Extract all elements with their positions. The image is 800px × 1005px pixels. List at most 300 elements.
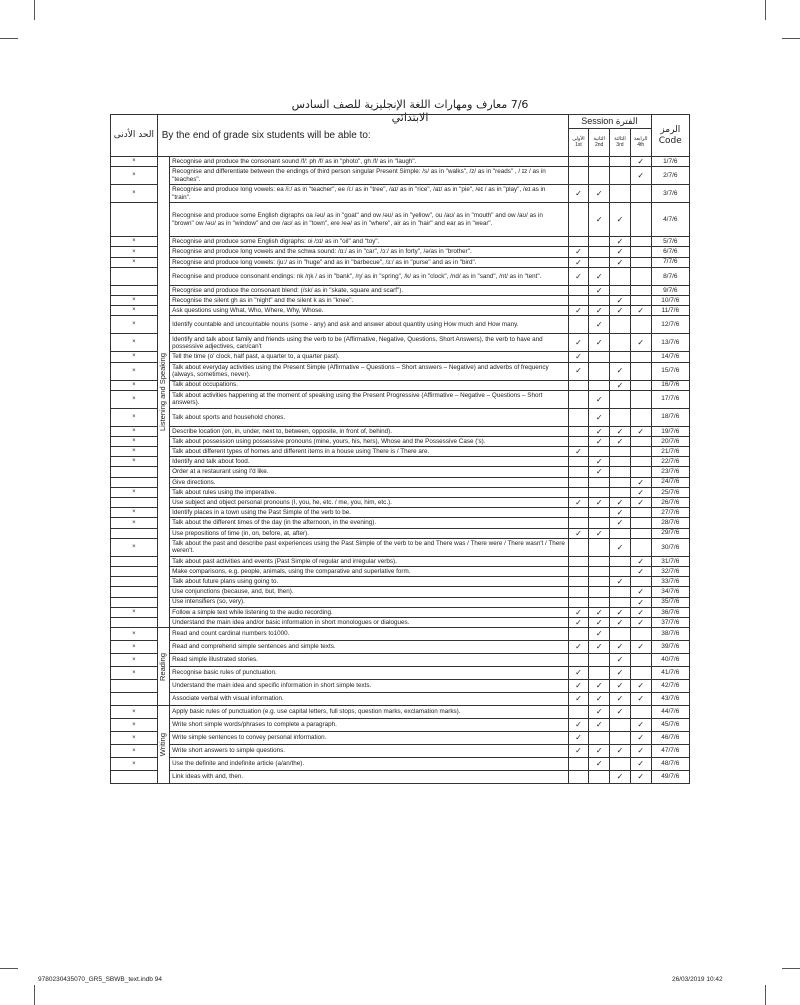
- session-1-cell: [568, 556, 589, 566]
- session-1-cell: [568, 498, 589, 508]
- session-4-cell: [630, 185, 651, 203]
- session-4-cell: [630, 498, 651, 508]
- min-level-cell: ×: [111, 719, 158, 732]
- check-icon: ✓: [575, 733, 582, 743]
- min-level-cell: [111, 771, 158, 784]
- check-icon: ✓: [595, 617, 603, 627]
- session-4-cell: [630, 538, 651, 556]
- code-cell: 10/7/6: [651, 295, 689, 305]
- check-icon: ✓: [595, 215, 603, 225]
- session-1-cell: [568, 203, 589, 237]
- check-icon: ✓: [637, 642, 645, 652]
- code-cell: 13/7/6: [651, 334, 689, 352]
- standard-description: Recognise and produce long vowels and the schwa sound: /ɑ:/ as in "car", /ɔ:/ as in forty", /ə/as in "brother".: [170, 247, 568, 257]
- session-4-cell: [630, 390, 651, 408]
- session-2-cell: [589, 306, 610, 316]
- check-icon: ✓: [595, 457, 603, 467]
- session-3-cell: [610, 167, 631, 185]
- check-icon: ✓: [637, 772, 645, 782]
- min-level-cell: ×: [111, 457, 158, 467]
- session-2-cell: [589, 680, 610, 693]
- min-level-cell: ×: [111, 380, 158, 390]
- min-level-cell: [111, 203, 158, 237]
- session-1-cell: [568, 295, 589, 305]
- session-2-cell: [589, 285, 610, 295]
- skill-label: Reading: [158, 652, 168, 681]
- code-cell: 30/7/6: [651, 538, 689, 556]
- check-icon: ✓: [616, 306, 624, 316]
- session-2-cell: [589, 447, 610, 457]
- check-icon: ✓: [637, 566, 645, 576]
- session-2-cell: [589, 518, 610, 528]
- standard-description: Talk about sports and household chores.: [170, 408, 568, 426]
- table-row: [111, 617, 690, 627]
- crop-mark: [765, 985, 766, 1005]
- check-icon: ✓: [616, 380, 624, 390]
- check-icon: ✓: [637, 306, 645, 316]
- standard-description: Talk about the different times of the day (in the afternoon, in the evening).: [170, 518, 568, 528]
- code-cell: 11/7/6: [651, 306, 689, 316]
- min-level-cell: ×: [111, 654, 158, 667]
- standard-description: Read simple illustrated stories.: [170, 654, 568, 667]
- check-icon: ✓: [616, 577, 624, 587]
- table-row: [111, 654, 690, 667]
- standard-description: Use conjunctions (because, and, but, then).: [170, 587, 568, 597]
- code-cell: 19/7/6: [651, 426, 689, 436]
- session-1-cell: [568, 362, 589, 380]
- standard-description: Link ideas with and, then.: [170, 771, 568, 784]
- check-icon: ✓: [575, 247, 582, 257]
- session-1-cell: [568, 408, 589, 426]
- session-2-cell: [589, 237, 610, 247]
- check-icon: ✓: [616, 681, 624, 691]
- session-2-cell: [589, 295, 610, 305]
- check-icon: ✓: [616, 215, 624, 225]
- check-icon: ✓: [637, 597, 645, 607]
- session-2-cell: [589, 167, 610, 185]
- session-1-cell: [568, 426, 589, 436]
- min-level-cell: ×: [111, 390, 158, 408]
- session-3-cell: [610, 771, 631, 784]
- check-icon: ✓: [575, 352, 582, 362]
- skill-label: Listening and Speaking: [158, 353, 168, 432]
- session-2-cell: [589, 508, 610, 518]
- min-level-cell: ×: [111, 295, 158, 305]
- table-row: [111, 467, 690, 477]
- standard-description: Identify places in a town using the Past Simple of the verb to be.: [170, 508, 568, 518]
- standard-description: Identify countable and uncountable nouns (some - any) and ask and answer about quantity using How much and How many.: [170, 316, 568, 334]
- session-3-cell: [610, 566, 631, 576]
- min-level-cell: ×: [111, 732, 158, 745]
- min-level-cell: [111, 477, 158, 487]
- session-1-cell: [568, 167, 589, 185]
- standard-description: Give directions.: [170, 477, 568, 487]
- page-header: 7/6 معارف ومهارات اللغة الإنجليزية للصف السادس الابتدائي: [291, 98, 529, 124]
- check-icon: ✓: [575, 607, 582, 617]
- session-2-cell: [589, 362, 610, 380]
- session-4-cell: [630, 680, 651, 693]
- session-1-cell: [568, 680, 589, 693]
- standard-description: Make comparisons, e.g. people, animals, using the comparative and superlative form.: [170, 566, 568, 576]
- standard-description: Use subject and object personal pronouns (I, you, he, etc. / me, you, him, etc.).: [170, 498, 568, 508]
- code-cell: 33/7/6: [651, 577, 689, 587]
- session-4-cell: [630, 667, 651, 680]
- min-level-cell: ×: [111, 508, 158, 518]
- check-icon: ✓: [616, 518, 624, 528]
- check-icon: ✓: [616, 694, 624, 704]
- session-3-cell: [610, 487, 631, 497]
- standard-description: Recognise the silent gh as in "night" and the silent k as in "knee".: [170, 295, 568, 305]
- table-row: [111, 316, 690, 334]
- session-2-cell: [589, 334, 610, 352]
- code-cell: 44/7/6: [651, 706, 689, 719]
- code-cell: 26/7/6: [651, 498, 689, 508]
- session-2-cell: [589, 628, 610, 641]
- min-level-cell: ×: [111, 436, 158, 446]
- session-1-cell: [568, 477, 589, 487]
- session-4-cell: [630, 577, 651, 587]
- table-row: [111, 680, 690, 693]
- code-cell: 35/7/6: [651, 597, 689, 607]
- code-cell: 24/7/6: [651, 477, 689, 487]
- session-1-cell: [568, 771, 589, 784]
- session-1-cell: [568, 518, 589, 528]
- session-2-cell: [589, 667, 610, 680]
- session-4-cell: [630, 641, 651, 654]
- session-4-header: الرابعة 4th: [630, 129, 651, 157]
- session-4-cell: [630, 487, 651, 497]
- session-4-cell: [630, 528, 651, 538]
- min-level-cell: ×: [111, 185, 158, 203]
- session-3-cell: [610, 508, 631, 518]
- session-3-cell: [610, 380, 631, 390]
- min-level-cell: ×: [111, 745, 158, 758]
- session-4-cell: [630, 334, 651, 352]
- session-4-cell: [630, 587, 651, 597]
- session-2-cell: [589, 247, 610, 257]
- session-4-cell: [630, 436, 651, 446]
- check-icon: ✓: [616, 746, 624, 756]
- standard-description: Tell the time (o' clock, half past, a quarter to, a quarter past).: [170, 352, 568, 362]
- min-level-cell: ×: [111, 447, 158, 457]
- check-icon: ✓: [595, 759, 603, 769]
- session-2-cell: [589, 426, 610, 436]
- check-icon: ✓: [637, 338, 645, 348]
- session-1-cell: [568, 654, 589, 667]
- code-cell: 32/7/6: [651, 566, 689, 576]
- standard-description: Talk about rules using the imperative.: [170, 487, 568, 497]
- code-cell: 41/7/6: [651, 667, 689, 680]
- session-1-cell: [568, 285, 589, 295]
- check-icon: ✓: [616, 436, 624, 446]
- standard-description: Talk about future plans using going to.: [170, 577, 568, 587]
- session-3-cell: [610, 408, 631, 426]
- session-1-cell: [568, 628, 589, 641]
- check-icon: ✓: [616, 498, 624, 507]
- session-4-cell: [630, 745, 651, 758]
- code-cell: 34/7/6: [651, 587, 689, 597]
- session-3-cell: [610, 556, 631, 566]
- table-row: [111, 597, 690, 607]
- session-2-cell: [589, 352, 610, 362]
- code-cell: 14/7/6: [651, 352, 689, 362]
- session-1-cell: [568, 306, 589, 316]
- session-1-cell: [568, 587, 589, 597]
- session-3-cell: [610, 467, 631, 477]
- session-1-cell: [568, 380, 589, 390]
- session-1-cell: [568, 237, 589, 247]
- footer-timestamp: 26/03/2019 10:42: [672, 976, 723, 983]
- check-icon: ✓: [595, 320, 603, 330]
- session-2-cell: [589, 257, 610, 267]
- session-1-cell: [568, 447, 589, 457]
- session-3-cell: [610, 257, 631, 267]
- session-2-cell: [589, 380, 610, 390]
- code-cell: 46/7/6: [651, 732, 689, 745]
- code-cell: 40/7/6: [651, 654, 689, 667]
- check-icon: ✓: [595, 426, 603, 436]
- session-2-cell: [589, 390, 610, 408]
- table-row: [111, 538, 690, 556]
- standard-description: Describe location (on, in, under, next to, between, opposite, in front of, behind).: [170, 426, 568, 436]
- min-level-cell: ×: [111, 257, 158, 267]
- session-2-cell: [589, 185, 610, 203]
- standard-description: Ask questions using What, Who, Where, Why, Whose.: [170, 306, 568, 316]
- session-2-cell: [589, 498, 610, 508]
- skill-group-writing: [157, 706, 169, 784]
- table-row: [111, 693, 690, 706]
- session-3-cell: [610, 607, 631, 617]
- min-level-cell: ×: [111, 628, 158, 641]
- check-icon: ✓: [616, 772, 624, 782]
- session-2-cell: [589, 745, 610, 758]
- session-2-cell: [589, 528, 610, 538]
- session-3-cell: [610, 436, 631, 446]
- session-4-cell: [630, 267, 651, 285]
- check-icon: ✓: [616, 237, 624, 247]
- code-cell: 1/7/6: [651, 157, 689, 167]
- session-1-cell: [568, 457, 589, 467]
- session-3-cell: [610, 447, 631, 457]
- min-level-cell: ×: [111, 607, 158, 617]
- session-2-cell: [589, 607, 610, 617]
- table-row: [111, 528, 690, 538]
- check-icon: ✓: [595, 642, 603, 652]
- table-row: [111, 641, 690, 654]
- session-3-cell: [610, 587, 631, 597]
- min-level-cell: ×: [111, 408, 158, 426]
- table-row: [111, 577, 690, 587]
- check-icon: ✓: [595, 629, 603, 639]
- session-2-cell: [589, 157, 610, 167]
- code-cell: 22/7/6: [651, 457, 689, 467]
- check-icon: ✓: [575, 257, 582, 267]
- session-1-cell: [568, 185, 589, 203]
- check-icon: ✓: [595, 189, 603, 199]
- table-row: [111, 334, 690, 352]
- crop-mark: [34, 985, 35, 1005]
- session-3-cell: [610, 352, 631, 362]
- table-row: [111, 498, 690, 508]
- min-level-cell: [111, 556, 158, 566]
- standard-description: Talk about past activities and events (Past Simple of regular and irregular verbs).: [170, 556, 568, 566]
- standard-description: Recognise and produce some English digraphs: oi /ɔɪ/ as in "oil" and "toy".: [170, 237, 568, 247]
- code-cell: 4/7/6: [651, 203, 689, 237]
- min-level-cell: [111, 587, 158, 597]
- statement-header: By the end of grade six students will be able to:: [157, 115, 568, 157]
- check-icon: ✓: [595, 681, 603, 691]
- code-cell: 21/7/6: [651, 447, 689, 457]
- session-3-cell: [610, 654, 631, 667]
- check-icon: ✓: [637, 681, 645, 691]
- check-icon: ✓: [595, 271, 603, 281]
- standard-description: Use intensifiers (so, very).: [170, 597, 568, 607]
- check-icon: ✓: [637, 733, 645, 743]
- session-1-cell: [568, 157, 589, 167]
- table-row: [111, 185, 690, 203]
- session-2-cell: [589, 467, 610, 477]
- standard-description: Use the definite and indefinite article (a/an/the).: [170, 758, 568, 771]
- check-icon: ✓: [616, 655, 624, 665]
- standard-description: Write short simple words/phrases to complete a paragraph.: [170, 719, 568, 732]
- session-4-cell: [630, 508, 651, 518]
- session-4-cell: [630, 628, 651, 641]
- standard-description: Talk about everyday activities using the Present Simple (Affirmative – Questions – Short answers – Negative) and adverbs of frequency (always, sometimes, never).: [170, 362, 568, 380]
- min-level-cell: ×: [111, 538, 158, 556]
- check-icon: ✓: [595, 746, 603, 756]
- session-1-cell: [568, 597, 589, 607]
- session-2-cell: [589, 487, 610, 497]
- check-icon: ✓: [595, 412, 603, 422]
- table-row: [111, 447, 690, 457]
- code-cell: 12/7/6: [651, 316, 689, 334]
- session-4-cell: [630, 771, 651, 784]
- table-row: [111, 408, 690, 426]
- check-icon: ✓: [595, 498, 603, 507]
- session-4-cell: [630, 380, 651, 390]
- min-level-cell: ×: [111, 706, 158, 719]
- session-4-cell: [630, 237, 651, 247]
- session-3-cell: [610, 157, 631, 167]
- session-4-cell: [630, 477, 651, 487]
- session-3-cell: [610, 237, 631, 247]
- standard-description: Recognise and produce some English digraphs oa /əʊ/ as in "goat" and ow /əʊ/ as in "yellow", ou /aʊ/ as in "mouth" and ow /aʊ/ as in "brown" ow /əʊ/ as in "window" and ow /aʊ/ as in "town", ere /eə/ as in "where", air as in "hair" and ear as in "wear".: [170, 203, 568, 237]
- table-row: [111, 518, 690, 528]
- check-icon: ✓: [637, 157, 645, 166]
- session-4-cell: [630, 157, 651, 167]
- skill-group-reading: [157, 628, 169, 706]
- check-icon: ✓: [575, 746, 582, 756]
- session-3-cell: [610, 267, 631, 285]
- session-2-cell: [589, 732, 610, 745]
- code-cell: 20/7/6: [651, 436, 689, 446]
- session-3-cell: [610, 518, 631, 528]
- min-level-cell: ×: [111, 306, 158, 316]
- min-level-cell: ×: [111, 334, 158, 352]
- session-1-cell: [568, 641, 589, 654]
- skill-label: Writing: [158, 732, 168, 757]
- session-3-cell: [610, 477, 631, 487]
- session-3-cell: [610, 362, 631, 380]
- check-icon: ✓: [575, 338, 582, 348]
- min-level-cell: ×: [111, 362, 158, 380]
- check-icon: ✓: [595, 707, 603, 717]
- min-level-cell: [111, 267, 158, 285]
- table-row: [111, 706, 690, 719]
- code-cell: 47/7/6: [651, 745, 689, 758]
- code-cell: 43/7/6: [651, 693, 689, 706]
- standards-table: [110, 114, 690, 784]
- session-1-cell: [568, 706, 589, 719]
- session-4-cell: [630, 732, 651, 745]
- table-row: [111, 477, 690, 487]
- check-icon: ✓: [575, 366, 582, 376]
- session-2-cell: [589, 203, 610, 237]
- session-3-cell: [610, 680, 631, 693]
- standard-description: Recognise and produce consonant endings: nk /ŋk / as in "bank", /ŋ/ as in "spring", /k/ as in "clock", /nd/ as in "sand", /nt/ as in "tent".: [170, 267, 568, 285]
- table-row: [111, 237, 690, 247]
- session-3-cell: [610, 498, 631, 508]
- table-row: [111, 285, 690, 295]
- session-1-cell: [568, 719, 589, 732]
- min-level-header: الحد الأدنى: [111, 115, 158, 157]
- code-cell: 48/7/6: [651, 758, 689, 771]
- session-3-cell: [610, 285, 631, 295]
- table-row: [111, 247, 690, 257]
- table-row: [111, 167, 690, 185]
- session-4-cell: [630, 467, 651, 477]
- check-icon: ✓: [616, 668, 624, 678]
- table-row: [111, 362, 690, 380]
- session-3-cell: [610, 426, 631, 436]
- check-icon: ✓: [595, 467, 603, 477]
- crop-mark: [765, 0, 766, 20]
- session-4-cell: [630, 306, 651, 316]
- session-1-cell: [568, 667, 589, 680]
- session-1-cell: [568, 390, 589, 408]
- session-4-cell: [630, 566, 651, 576]
- check-icon: ✓: [616, 247, 624, 257]
- session-2-cell: [589, 617, 610, 627]
- code-cell: 39/7/6: [651, 641, 689, 654]
- session-2-cell: [589, 316, 610, 334]
- code-cell: 5/7/6: [651, 237, 689, 247]
- session-4-cell: [630, 758, 651, 771]
- min-level-cell: [111, 566, 158, 576]
- session-3-cell: [610, 693, 631, 706]
- min-level-cell: [111, 680, 158, 693]
- session-4-cell: [630, 447, 651, 457]
- session-1-cell: [568, 577, 589, 587]
- session-4-cell: [630, 362, 651, 380]
- code-cell: 2/7/6: [651, 167, 689, 185]
- session-4-cell: [630, 706, 651, 719]
- table-row: [111, 719, 690, 732]
- table-row: [111, 157, 690, 167]
- session-4-cell: [630, 426, 651, 436]
- code-cell: 6/7/6: [651, 247, 689, 257]
- check-icon: ✓: [595, 285, 603, 295]
- table-row: [111, 457, 690, 467]
- standard-description: Talk about occupations.: [170, 380, 568, 390]
- table-row: [111, 587, 690, 597]
- session-3-cell: [610, 628, 631, 641]
- session-1-cell: [568, 566, 589, 576]
- standard-description: Identify and talk about food.: [170, 457, 568, 467]
- table-row: [111, 380, 690, 390]
- session-4-cell: [630, 607, 651, 617]
- session-1-cell: [568, 607, 589, 617]
